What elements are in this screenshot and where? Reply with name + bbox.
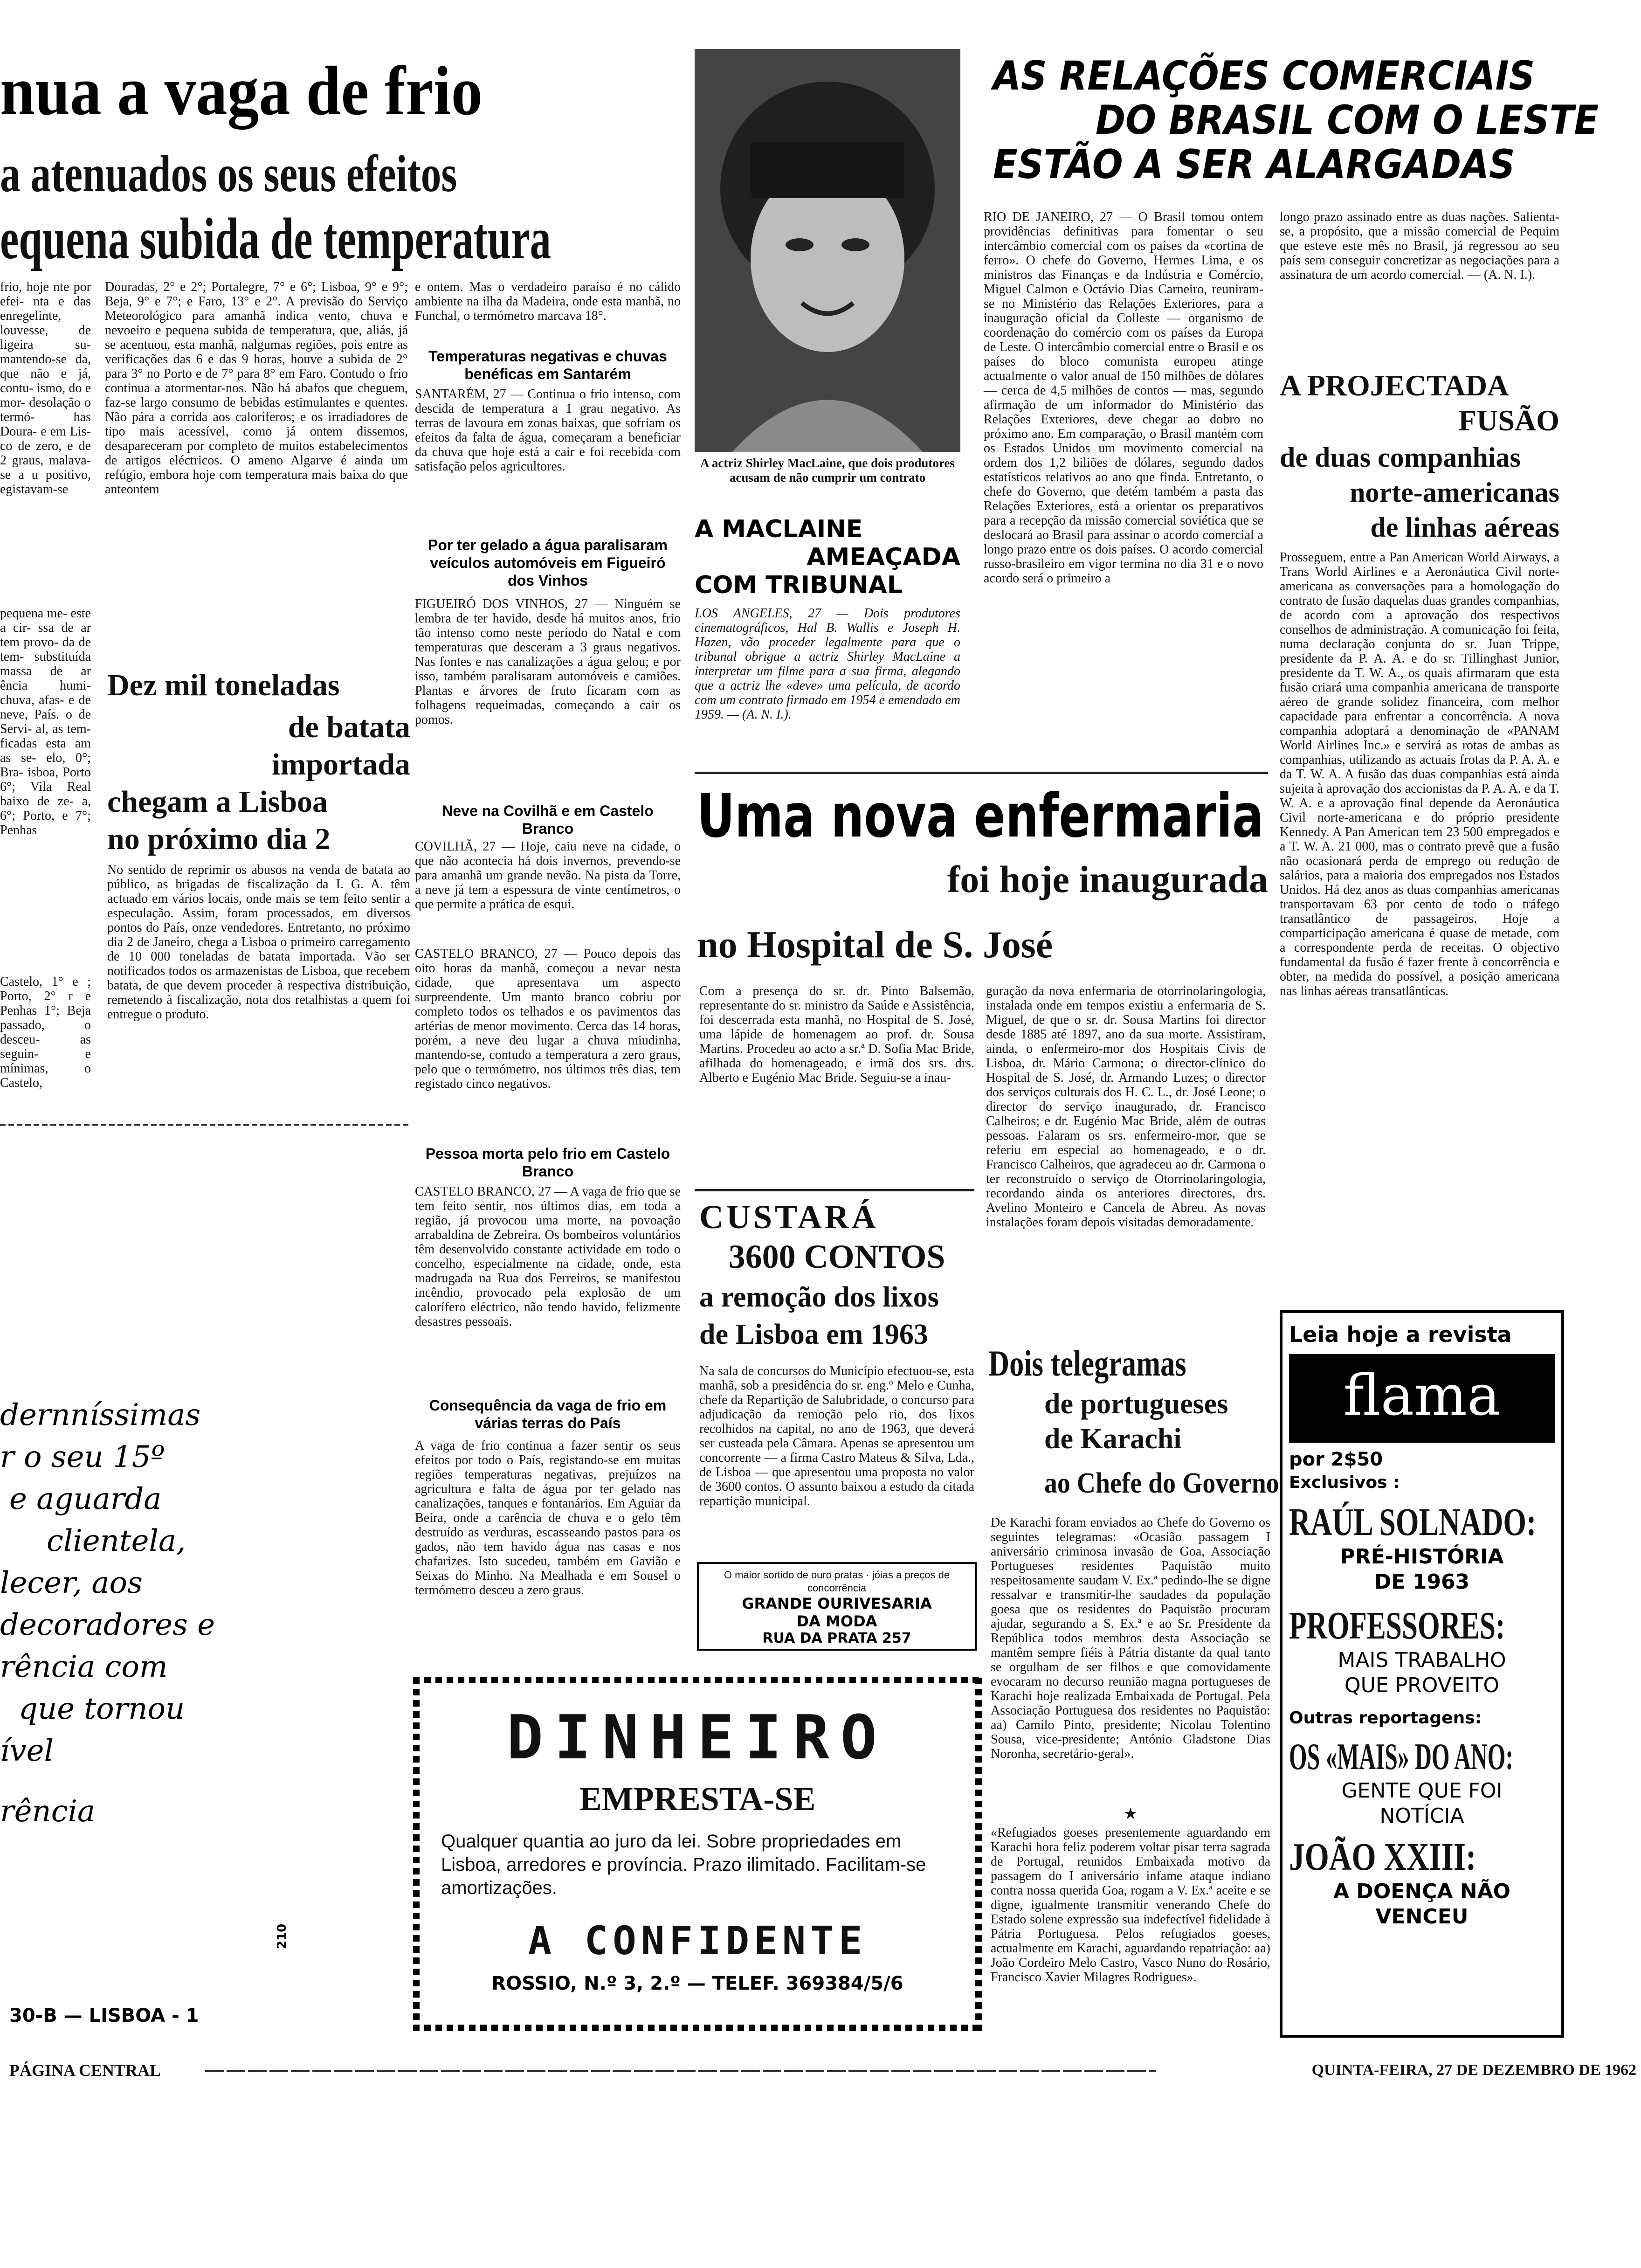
- footer-rule: [205, 2070, 1156, 2072]
- ourivesaria-ad: [697, 1562, 977, 1651]
- enfermaria-col-1: Com a presença do sr. dr. Pinto Balsemão, representante do sr. ministro da Saúde e Assistência, foi descerrada esta manhã, no Hospital de S. José, uma lápide de homenagem ao prof. dr. Sousa Martins. Procedeu ao acto a sr.ª D. Sofia Mac Bride, afilhada do homenageado, e irmã dos srs. drs. Alberto e Eugénio Mac Bride. Seguiu-se a inau-: [699, 984, 974, 1085]
- telegramas-headline-4: ao Chefe do Governo: [1044, 1467, 1279, 1499]
- left-ad-line: e aguarda: [9, 1482, 162, 1516]
- brasil-col-1: RIO DE JANEIRO, 27 — O Brasil tomou ontem providências definitivas para fomentar o seu intercâmbio comercial com os países da «cortina de ferro». O chefe do Governo, Hermes Lima, e os ministros das Finanças e da Indústria e Comércio, Miguel Calmon e Octávio Dias Carneiro, reuniram-se no Ministério das Relações Exteriores, para a inauguração oficial da Colleste — organismo de coordenação do comércio com os países da Europa de Leste. O intercâmbio comercial entre o Brasil e os países do bloco comunista europeu atinge actualmente o valor anual de 150 milhões de dólares — cerca de 4,5 milhões de contos — mas, segundo afirmação de um informador do Ministério das Relações Exteriores, deve chegar ao dobro no próximo ano. Em comparação, o Brasil mantém com os Estados Unidos um movimento comercial na ordem dos 1,2 biliões de dólares, segundo dados estatísticos relativos ao ano que finda. Entretanto, o chefe do Governo, que detém também a pasta das Relações Exteriores, está a orientar os preparativos para a recepção da missão comercial soviética que se deslocará ao Brasil para assinar o acordo comercial a longo prazo entre os dois países. O acordo comercial russo-brasileiro em vigor termina no dia 31 e o novo acordo será o primeiro a: [984, 210, 1263, 586]
- consequencia-subhead: Consequência da vaga de frio em várias terras do País: [429, 1397, 667, 1431]
- frio-headline-3: equena subida de temperatura: [0, 207, 551, 271]
- figueiro-subhead: Por ter gelado a água paralisaram veículos automóveis em Figueiró dos Vinhos: [428, 537, 668, 589]
- figueiro-body: FIGUEIRÓ DOS VINHOS, 27 — Ninguém se lembra de ter havido, desde há muitos anos, frio tão intenso como neste período do Natal e com temperaturas que desceram a 3 graus negativos. Nas fontes e nas canalizações a água gelou; e por isso, também paralisaram automóveis e camiões. Plantas e árvores de fruto ficaram com as folhagens requeimadas, começando a cair os pomos.: [415, 597, 681, 727]
- lixos-headline-2: 3600 CONTOS: [728, 1238, 945, 1275]
- left-ad-line: lecer, aos: [0, 1566, 143, 1600]
- flama-item-3-sub-1: GENTE QUE FOI: [1341, 1779, 1503, 1803]
- left-ad-line: clientela,: [47, 1524, 186, 1558]
- star-icon: ★: [1123, 1805, 1138, 1823]
- portrait-sketch-icon: [695, 49, 960, 452]
- telegramas-body-2: «Refugiados goeses presentemente aguardando em Karachi hora feliz poderem voltar pisar terra sagrada de Portugal, reunidos Embaixada motivo da passagem do I aniversário infame ataque indiano contra nossa querida Goa, rogam a V. Ex.ª aceite e se digne, igualmente transmitir venerando Chefe do Estado solene expressão sua indefectível fidelidade à Pátria Portuguesa. Pelos refugiados goeses, actualmente em Karachi, aguardando repatriação: aa) João Cordeiro Melo Castro, Vasco Nuno do Rosário, Francisco Xavier Milagres Rodrigues».: [991, 1825, 1270, 1984]
- fusao-body: Prosseguem, entre a Pan American World Airways, a Trans World Airlines e a Aeronáutica Civil norte-americana as conversações para a homologação do contrato de fusão daquelas duas grandes companhias, de acordo com a aprovação dos respectivos conselhos de administração. A comunicação foi feita, numa declaração conjunta do sr. Juan Trippe, presidente da P. A. A. e do sr. Tillinghast Junior, presidente da T. W. A., os quais afirmaram que esta fusão criará uma companhia americana de transporte aéreo de grande solidez financeira, com melhor capacidade para enfrentar a concorrência. A nova companhia adoptará a denominação de «PANAM World Airlines Inc.» e servirá as rotas de ambas as companhias, utilizando as actuais frotas da P. A. A. e da T. W. A. A fusão das duas companhias está ainda sujeita à aprovação dos accionistas da P. A. A. e da T. W. A. e a aprovação final depende da Aeronáutica Civil norte-americana e do próprio presidente Kennedy. A Pan American tem 23 500 empregados e a T. W. A. 21 000, mas o contrato prevê que a fusão não ocasionará perda de emprego ou redução de salários, para a maioria dos empregados nos Estados Unidos. Há dez anos as duas companhias americanas transportavam 63 por cento de todo o tráfego transatlântico de passageiros. Hoje a comparticipação americana é quase de metade, com a correspondente perda de receitas. O objectivo fundamental da fusão é fazer frente à concorrência e obter, na medida do possível, a posição americana nas linhas aéreas transatlânticas.: [1280, 550, 1559, 998]
- flama-item-1-sub-1: PRÉ-HISTÓRIA: [1340, 1545, 1504, 1569]
- flama-logo: flama: [1289, 1354, 1555, 1443]
- telegramas-body: De Karachi foram enviados ao Chefe do Governo os seguintes telegramas: «Ocasião passagem I aniversário criminosa invasão de Goa, Associação Portugueses residentes Paquistão muito respeitosamente saudam V. Ex.ª pedindo-lhe se digne ressalvar e transmitir-lhe saudades da população goesa que os residentes do Paquistão procuram ajudar, segurando a S. Ex.ª e ao Sr. Presidente da República todos membros desta Associação se mantêm sempre fiéis à Pátria distante da qual tanto se orgulham de ser filhos e que comovidamente evocaram no decurso reunião magna portugueses de Karachi hoje realizada Embaixada de Portugal. Pela Associação Portuguesa dos residentes no Paquistão: aa) Camilo Pinto, presidente; Nicolau Tolentino Sousa, vice-presidente; António Gladstone Dias Noronha, secretário-geral».: [991, 1515, 1270, 1761]
- enfermaria-headline-1: Uma nova enfermaria: [697, 781, 1264, 851]
- flama-item-2-title: PROFESSORES:: [1289, 1604, 1505, 1647]
- footer-right: QUINTA-FEIRA, 27 DE DEZEMBRO DE 1962: [1311, 2061, 1636, 2079]
- frio-headline-1: nua a vaga de frio: [0, 52, 483, 130]
- consequencia-body: A vaga de frio continua a fazer sentir os seus efeitos por todo o País, registando-se em muitas regiões temperaturas negativas, prejuízos na agricultura e falta de água por ter gelado nas canalizações, tanques e fontanários. Em Aguiar da Beira, onde a carência de chuva e o gelo têm destruído as verduras, escasseando pastos para os gados, não tem havido água nas casas e nos chafarizes. Isto sucedeu, também em Gavião e Seixas do Minho. Na Mealhada e em Sousel o termómetro desceu a zero graus.: [415, 1438, 681, 1597]
- left-ad-line: dernníssimas: [0, 1398, 201, 1432]
- fusao-headline-1: A PROJECTADA: [1280, 369, 1509, 402]
- flama-exclusivos: Exclusivos :: [1289, 1473, 1400, 1492]
- flama-outras: Outras reportagens:: [1289, 1708, 1482, 1728]
- brasil-headline-2: DO BRASIL COM O LESTE: [1096, 97, 1599, 144]
- left-dashed-rule: [0, 1124, 410, 1126]
- frio-headline-2: a atenuados os seus efeitos: [0, 145, 457, 203]
- dinheiro-company: A CONFIDENTE: [528, 1918, 867, 1964]
- left-ad-line: rência com: [0, 1650, 168, 1684]
- enfermaria-headline-2: foi hoje inaugurada: [947, 858, 1268, 900]
- lixos-headline-3: a remoção dos lixos: [699, 1281, 939, 1313]
- frio-col-c: e ontem. Mas o verdadeiro paraíso é no cálido ambiente na ilha da Madeira, onde esta manhã, no Funchal, o termómetro marcava 18°.: [415, 280, 681, 323]
- dinheiro-ad: [410, 1674, 985, 2034]
- lixos-headline-4: de Lisboa em 1963: [699, 1319, 928, 1350]
- flama-price: por 2$50: [1289, 1449, 1383, 1470]
- enfermaria-col-2: guração da nova enfermaria de otorrinolaringologia, instalada onde em tempos existiu a enfermaria de S. Miguel, de que o sr. dr. Sousa Martins foi director desde 1885 até 1897, ano da sua morte. Assistiram, ainda, o enfermeiro-mor dos Hospitais Civis de Lisboa, dr. Mário Carmona; o director-clínico do Hospital de S. José, dr. Armando Luzes; o director dos serviços culturais dos H. C. L., dr. José Leone; o director do serviço inaugurado, dr. Francisco Calheiros; e dr. Eugénio Mac Bride, além de outras pessoas. Falaram os srs. enfermeiro-mor, que se referiu em especial ao homenageado, e o dr. Francisco Calheiros, que agradeceu ao dr. Carmona o ter reconstruído o serviço de Otorrinolaringologia, recordando ainda os anteriores directores, drs. Avelino Monteiro e Cancela de Abreu. As novas instalações foram depois visitadas demoradamente.: [986, 984, 1266, 1230]
- flama-item-3-sub-2: NOTÍCIA: [1379, 1804, 1464, 1828]
- castelo2-body: CASTELO BRANCO, 27 — A vaga de frio que se tem feito sentir, nos últimos dias, em toda a região, já provocou uma morte, na povoação arrabaldina de Zebreira. Os bombeiros voluntários têm desenvolvido constante actividade em todo o concelho, especialmente na cidade, onde, esta madrugada na Rua dos Ferreiros, se manifestou incêndio, provocado pela explosão de um calorífero eléctrico, não tendo havido, felizmente desastres pessoais.: [415, 1184, 681, 1329]
- covilha-subhead: Neve na Covilhã e em Castelo Branco: [442, 802, 654, 837]
- morte-subhead: Pessoa morta pelo frio em Castelo Branco: [425, 1145, 670, 1180]
- frio-col-a: frio, hoje nte por efei- nta e das enregelinte, louvesse, de ligeira su- mantendo-se da, que não e já, contu- ismo, do e mor- desolação o termó- has Doura- e em Lis- co de zero, e de 2 graus, malava-se a u positivo, egistavam-se: [0, 280, 91, 497]
- batata-headline-1: Dez mil toneladas: [107, 668, 340, 702]
- ourivesaria-line-2: GRANDE OURIVESARIA: [742, 1595, 932, 1612]
- flama-item-1-title: RAÚL SOLNADO:: [1289, 1500, 1537, 1544]
- ourivesaria-line-1: O maior sortido de ouro pratas · jóias a preços de concorrência: [724, 1569, 950, 1594]
- left-ad-line: ível: [0, 1734, 54, 1768]
- fusao-headline-4: norte-americanas: [1350, 477, 1559, 508]
- flama-item-2-sub-1: MAIS TRABALHO: [1338, 1648, 1506, 1672]
- left-ad-line: decoradores e: [0, 1608, 215, 1642]
- batata-headline-4: chegam a Lisboa: [107, 785, 328, 819]
- dinheiro-address: ROSSIO, N.º 3, 2.º — TELEF. 369384/5/6: [491, 1973, 903, 1994]
- frio-col-a3: Castelo, 1° e ; Porto, 2° r e Penhas 1°; Beja passado, o desceu- as seguin- e mínimas, o Castelo,: [0, 975, 91, 1090]
- santarem-subhead: Temperaturas negativas e chuvas benéficas em Santarém: [428, 348, 667, 382]
- footer-left: PÁGINA CENTRAL: [9, 2061, 161, 2080]
- left-ad-line: r o seu 15º: [0, 1440, 165, 1474]
- castelo-body: CASTELO BRANCO, 27 — Pouco depois das oito horas da manhã, começou a nevar nesta cidade, que apresentava um aspecto surpreendente. Um manto branco cobriu por completo todos os telhados e os pavimentos das artérias de menor movimento. Cerca das 14 horas, porém, a neve deu lugar a chuva miudinha, mantendo-se, contudo a temperatura a zero graus, pelo que o termómetro, nos últimos três dias, tem registado cinco negativos.: [415, 947, 681, 1091]
- flama-item-4-sub-2: VENCEU: [1375, 1905, 1469, 1929]
- brasil-col-2: longo prazo assinado entre as duas nações. Salienta-se, a propósito, que a missão comercial de Pequim que esteve este mês no Brasil, já regressou ao seu país sem conseguir concretizar as negociações para a assinatura de um acordo comercial. — (A. N. I.).: [1280, 210, 1559, 282]
- flama-ad: [1280, 1310, 1564, 2038]
- brasil-headline-3: ESTÃO A SER ALARGADAS: [993, 141, 1515, 188]
- brasil-headline-1: AS RELAÇÕES COMERCIAIS: [993, 53, 1535, 99]
- dinheiro-title: DINHEIRO: [506, 1702, 889, 1773]
- photo-caption: A actriz Shirley MacLaine, que dois produtores acusam de não cumprir um contrato: [700, 456, 955, 484]
- frio-col-a2: pequena me- este a cir- ssa de ar tem provo- da de tem- substituída massa de ar ência humi- chuva, afas- e de neve, País. o de Servi- al, as tem- ficadas esta am as se- elo, 0°; Bra- isboa, Porto 6°; Vila Real baixo de ze- a, 6°; Porto, e 7°; Penhas: [0, 606, 91, 837]
- dinheiro-subtitle: EMPRESTA-SE: [579, 1780, 816, 1818]
- flama-item-1-sub-2: DE 1963: [1374, 1570, 1470, 1594]
- left-ad-line: rência: [0, 1794, 96, 1829]
- lixos-headline-1: CUSTARÁ: [699, 1198, 879, 1236]
- fusao-headline-5: de linhas aéreas: [1370, 512, 1559, 543]
- fusao-headline-3: de duas companhias: [1280, 442, 1521, 473]
- maclaine-headline-1: A MACLAINE: [695, 515, 863, 543]
- flama-item-2-sub-2: QUE PROVEITO: [1345, 1673, 1499, 1697]
- flama-header: Leia hoje a revista: [1289, 1322, 1512, 1347]
- left-ad-code: 30-B — LISBOA - 1: [9, 2005, 199, 2026]
- batata-headline-3: importada: [272, 747, 410, 781]
- enfermaria-top-rule: [695, 772, 1268, 774]
- batata-headline-2: de batata: [288, 710, 410, 744]
- enfermaria-headline-3: no Hospital de S. José: [697, 923, 1053, 966]
- ourivesaria-line-4: RUA DA PRATA 257: [762, 1630, 911, 1646]
- left-ad-script: [0, 1394, 326, 2000]
- santarem-body: SANTARÉM, 27 — Continua o frio intenso, com descida de temperatura a 1 grau negativo. As terras de lavoura em zonas baixas, que sofriam os efeitos da falta de água, começaram a beneficiar da chuva que hoje está a cair e foi recebida com satisfação pelos agricultores.: [415, 387, 681, 474]
- batata-headline-5: no próximo dia 2: [107, 822, 331, 856]
- maclaine-headline-3: COM TRIBUNAL: [695, 571, 903, 599]
- lixos-body: Na sala de concursos do Município efectuou-se, esta manhã, sob a presidência do sr. eng.º Melo e Cunha, chefe da Repartição de Salubridade, o concurso para adjudicação da remoção pelo rio, dos lixos recolhidos na capital, no ano de 1963, que deverá ser custeada pela Câmara. Apenas se apresentou um concorrente — a firma Castro Mateus & Silva, Lda., de Lisboa — que apresentou uma proposta no valor de 3600 contos. O assunto baixou a estudo da citada repartição municipal.: [699, 1364, 974, 1508]
- flama-item-4-sub-1: A DOENÇA NÃO: [1333, 1880, 1511, 1903]
- batata-body: No sentido de reprimir os abusos na venda de batata ao público, as brigadas de fiscalização da I. G. A. têm actuado em vários locais, onde mais se tem feito sentir a especulação. Assim, foram processados, em diversos pontos do País, onze vendedores. Entretanto, no próximo dia 2 de Janeiro, chega a Lisboa o primeiro carregamento de 10 000 toneladas de batata importada. Vão ser notificados todos os armazenistas de Lisboa, que recebem batata, de que devem proceder à respectiva distribuição, remetendo à fiscalização, nota dos retalhistas a quem foi entregue o produto.: [107, 863, 410, 1022]
- fusao-headline-2: FUSÃO: [1458, 404, 1559, 437]
- telegramas-headline-3: de Karachi: [1044, 1423, 1182, 1455]
- shirley-maclaine-photo: [695, 49, 960, 452]
- ourivesaria-line-3: DA MODA: [796, 1612, 877, 1630]
- telegramas-headline-2: de portugueses: [1044, 1388, 1228, 1420]
- covilha-body: COVILHÃ, 27 — Hoje, caiu neve na cidade, o que não acontecia há dois invernos, prevendo-se para amanhã um grande nevão. Na pista da Torre, a neve já tem a espessura de vinte centímetros, o que permite a prática de esqui.: [415, 839, 681, 912]
- telegramas-headline-1: Dois telegramas: [988, 1343, 1186, 1383]
- flama-item-4-title: JOÃO XXIII:: [1289, 1835, 1476, 1879]
- maclaine-headline-2: AMEAÇADA: [807, 543, 960, 571]
- frio-col-b: Douradas, 2° e 2°; Portalegre, 7° e 6°; Lisboa, 9° e 9°; Beja, 9° e 7°; e Faro, 13° e 2°. A previsão do Serviço Meteorológico para amanhã indica vento, chuva e nevoeiro e pequena subida de temperatura, que, aliás, já se acentuou, esta manhã, nalgumas regiões, pois entre as verificações das 6 e das 9 horas, houve a subida de 2° para 3° no Porto e de 7° para 8° em Faro. Contudo o frio continua a atormentar-nos. Não há abafos que cheguem, faz-se largo consumo de bebidas estimulantes e quentes. Não pára a corrida aos caloríferos; e os irradiadores de tipo mais acessível, como já ontem dissemos, desapareceram por completo de muitos estabelecimentos de artigos eléctricos. O ameno Algarve é ainda um refúgio, embora hoje com temperatura mais baixa do que anteontem: [105, 280, 408, 497]
- maclaine-body: LOS ANGELES, 27 — Dois produtores cinematográficos, Hal B. Wallis e Joseph H. Hazen, vão proceder legalmente para que o tribunal obrigue a actriz Shirley MacLaine a interpretar um filme para a sua firma, alegando que a actriz lhe «deve» uma película, de acordo com um contrato firmado em 1954 e emendado em 1959. — (A. N. I.).: [695, 606, 960, 722]
- flama-item-3-title: OS «MAIS» DO ANO:: [1289, 1736, 1513, 1777]
- left-ad-line: que tornou: [19, 1692, 185, 1726]
- lixos-top-rule: [695, 1189, 974, 1191]
- dinheiro-side-code: 210: [275, 1923, 289, 1949]
- dinheiro-text: Qualquer quantia ao juro da lei. Sobre propriedades em Lisboa, arredores e província. Prazo ilimitado. Facilitam-se amortizações.: [441, 1831, 926, 1898]
